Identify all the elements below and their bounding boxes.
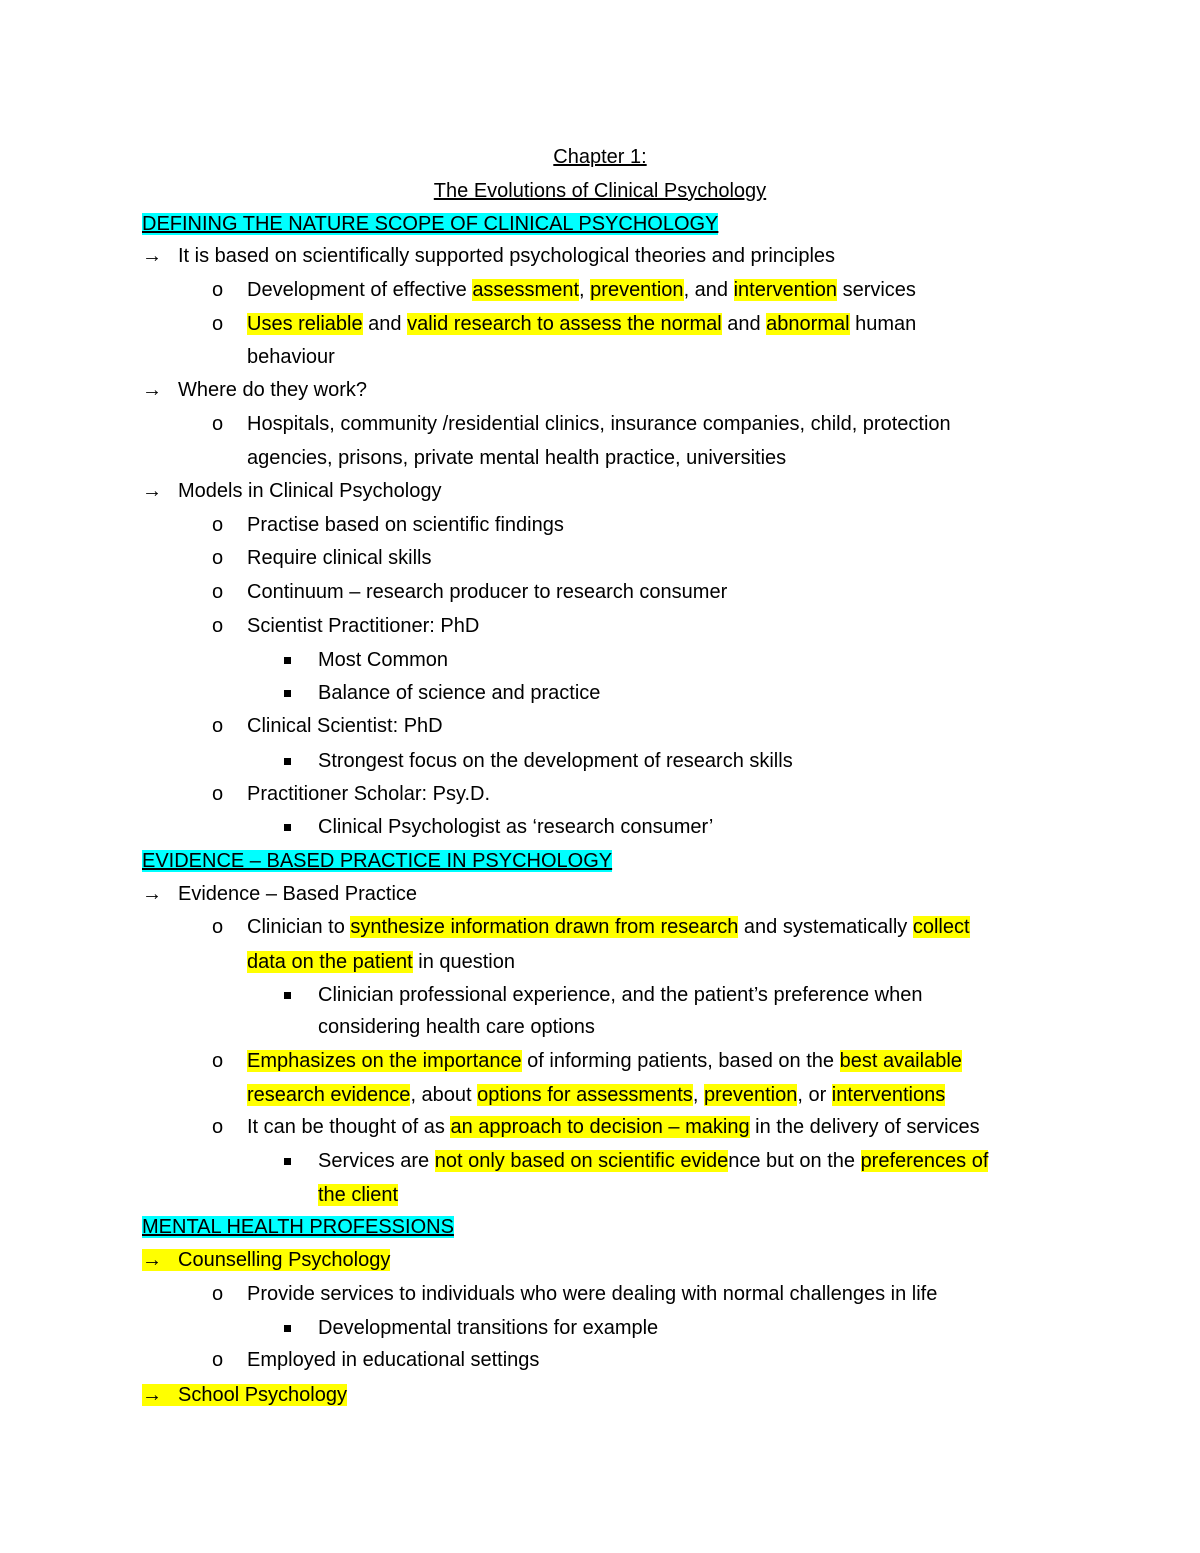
- list-item: Developmental transitions for example: [318, 1317, 659, 1339]
- square-bullet-icon: [284, 1146, 291, 1176]
- list-item-continued: the client: [318, 1184, 399, 1206]
- list-item: → Evidence – Based Practice: [142, 883, 418, 905]
- list-item: Practitioner Scholar: Psy.D.: [247, 783, 491, 805]
- list-item: Most Common: [318, 649, 449, 671]
- list-item: Clinical Psychologist as ‘research consumer’: [318, 816, 714, 838]
- list-item: → It is based on scientifically supported psychological theories and principles: [142, 245, 836, 267]
- list-item: Employed in educational settings: [247, 1349, 540, 1371]
- section-heading-mental-health: MENTAL HEALTH PROFESSIONS: [142, 1216, 454, 1238]
- document-title: The Evolutions of Clinical Psychology: [433, 180, 767, 202]
- list-item: Require clinical skills: [247, 547, 432, 569]
- list-item-continued: agencies, prisons, private mental health practice, universities: [247, 447, 787, 469]
- bullet: o: [212, 715, 224, 737]
- square-bullet-icon: [284, 812, 291, 842]
- bullet: o: [212, 547, 224, 569]
- list-item: Emphasizes on the importance of informing patients, based on the best available: [247, 1050, 962, 1072]
- square-bullet-icon: [284, 678, 291, 708]
- list-item: Strongest focus on the development of research skills: [318, 750, 793, 772]
- square-bullet-icon: [284, 746, 291, 776]
- list-item-continued: considering health care options: [318, 1016, 595, 1038]
- bullet: o: [212, 1349, 224, 1371]
- chapter-title: Chapter 1:: [553, 146, 647, 168]
- list-item: → Counselling Psychology: [142, 1249, 391, 1271]
- list-item-continued: research evidence, about options for assessments, prevention, or interventions: [247, 1084, 946, 1106]
- section-heading-defining: DEFINING THE NATURE SCOPE OF CLINICAL PSYCHOLOGY: [142, 213, 719, 235]
- list-item: Clinician professional experience, and the patient’s preference when: [318, 984, 923, 1006]
- bullet: o: [212, 615, 224, 637]
- list-item: Provide services to individuals who were dealing with normal challenges in life: [247, 1283, 938, 1305]
- bullet: o: [212, 581, 224, 603]
- list-item-continued: data on the patient in question: [247, 951, 515, 973]
- list-item: Clinician to synthesize information drawn from research and systematically collect: [247, 916, 970, 938]
- list-item: Continuum – research producer to research consumer: [247, 581, 728, 603]
- bullet: o: [212, 313, 224, 335]
- list-item: Development of effective assessment, prevention, and intervention services: [247, 279, 916, 301]
- list-item: Practise based on scientific findings: [247, 514, 564, 536]
- list-item-continued: behaviour: [247, 346, 335, 368]
- square-bullet-icon: [284, 980, 291, 1010]
- list-item: Balance of science and practice: [318, 682, 601, 704]
- bullet: o: [212, 413, 224, 435]
- list-item: Clinical Scientist: PhD: [247, 715, 443, 737]
- square-bullet-icon: [284, 1313, 291, 1343]
- bullet: o: [212, 1116, 224, 1138]
- bullet: o: [212, 1050, 224, 1072]
- list-item: It can be thought of as an approach to decision – making in the delivery of services: [247, 1116, 980, 1138]
- bullet: o: [212, 279, 224, 301]
- section-heading-evidence: EVIDENCE – BASED PRACTICE IN PSYCHOLOGY: [142, 850, 613, 872]
- bullet: o: [212, 1283, 224, 1305]
- list-item: → School Psychology: [142, 1384, 347, 1406]
- bullet: o: [212, 783, 224, 805]
- bullet: o: [212, 916, 224, 938]
- list-item: → Where do they work?: [142, 379, 367, 401]
- list-item: Scientist Practitioner: PhD: [247, 615, 480, 637]
- list-item: Services are not only based on scientific evidence but on the preferences of: [318, 1150, 989, 1172]
- list-item: → Models in Clinical Psychology: [142, 480, 442, 502]
- square-bullet-icon: [284, 645, 291, 675]
- list-item: Hospitals, community /residential clinics, insurance companies, child, protection: [247, 413, 951, 435]
- bullet: o: [212, 514, 224, 536]
- list-item: Uses reliable and valid research to assess the normal and abnormal human: [247, 313, 917, 335]
